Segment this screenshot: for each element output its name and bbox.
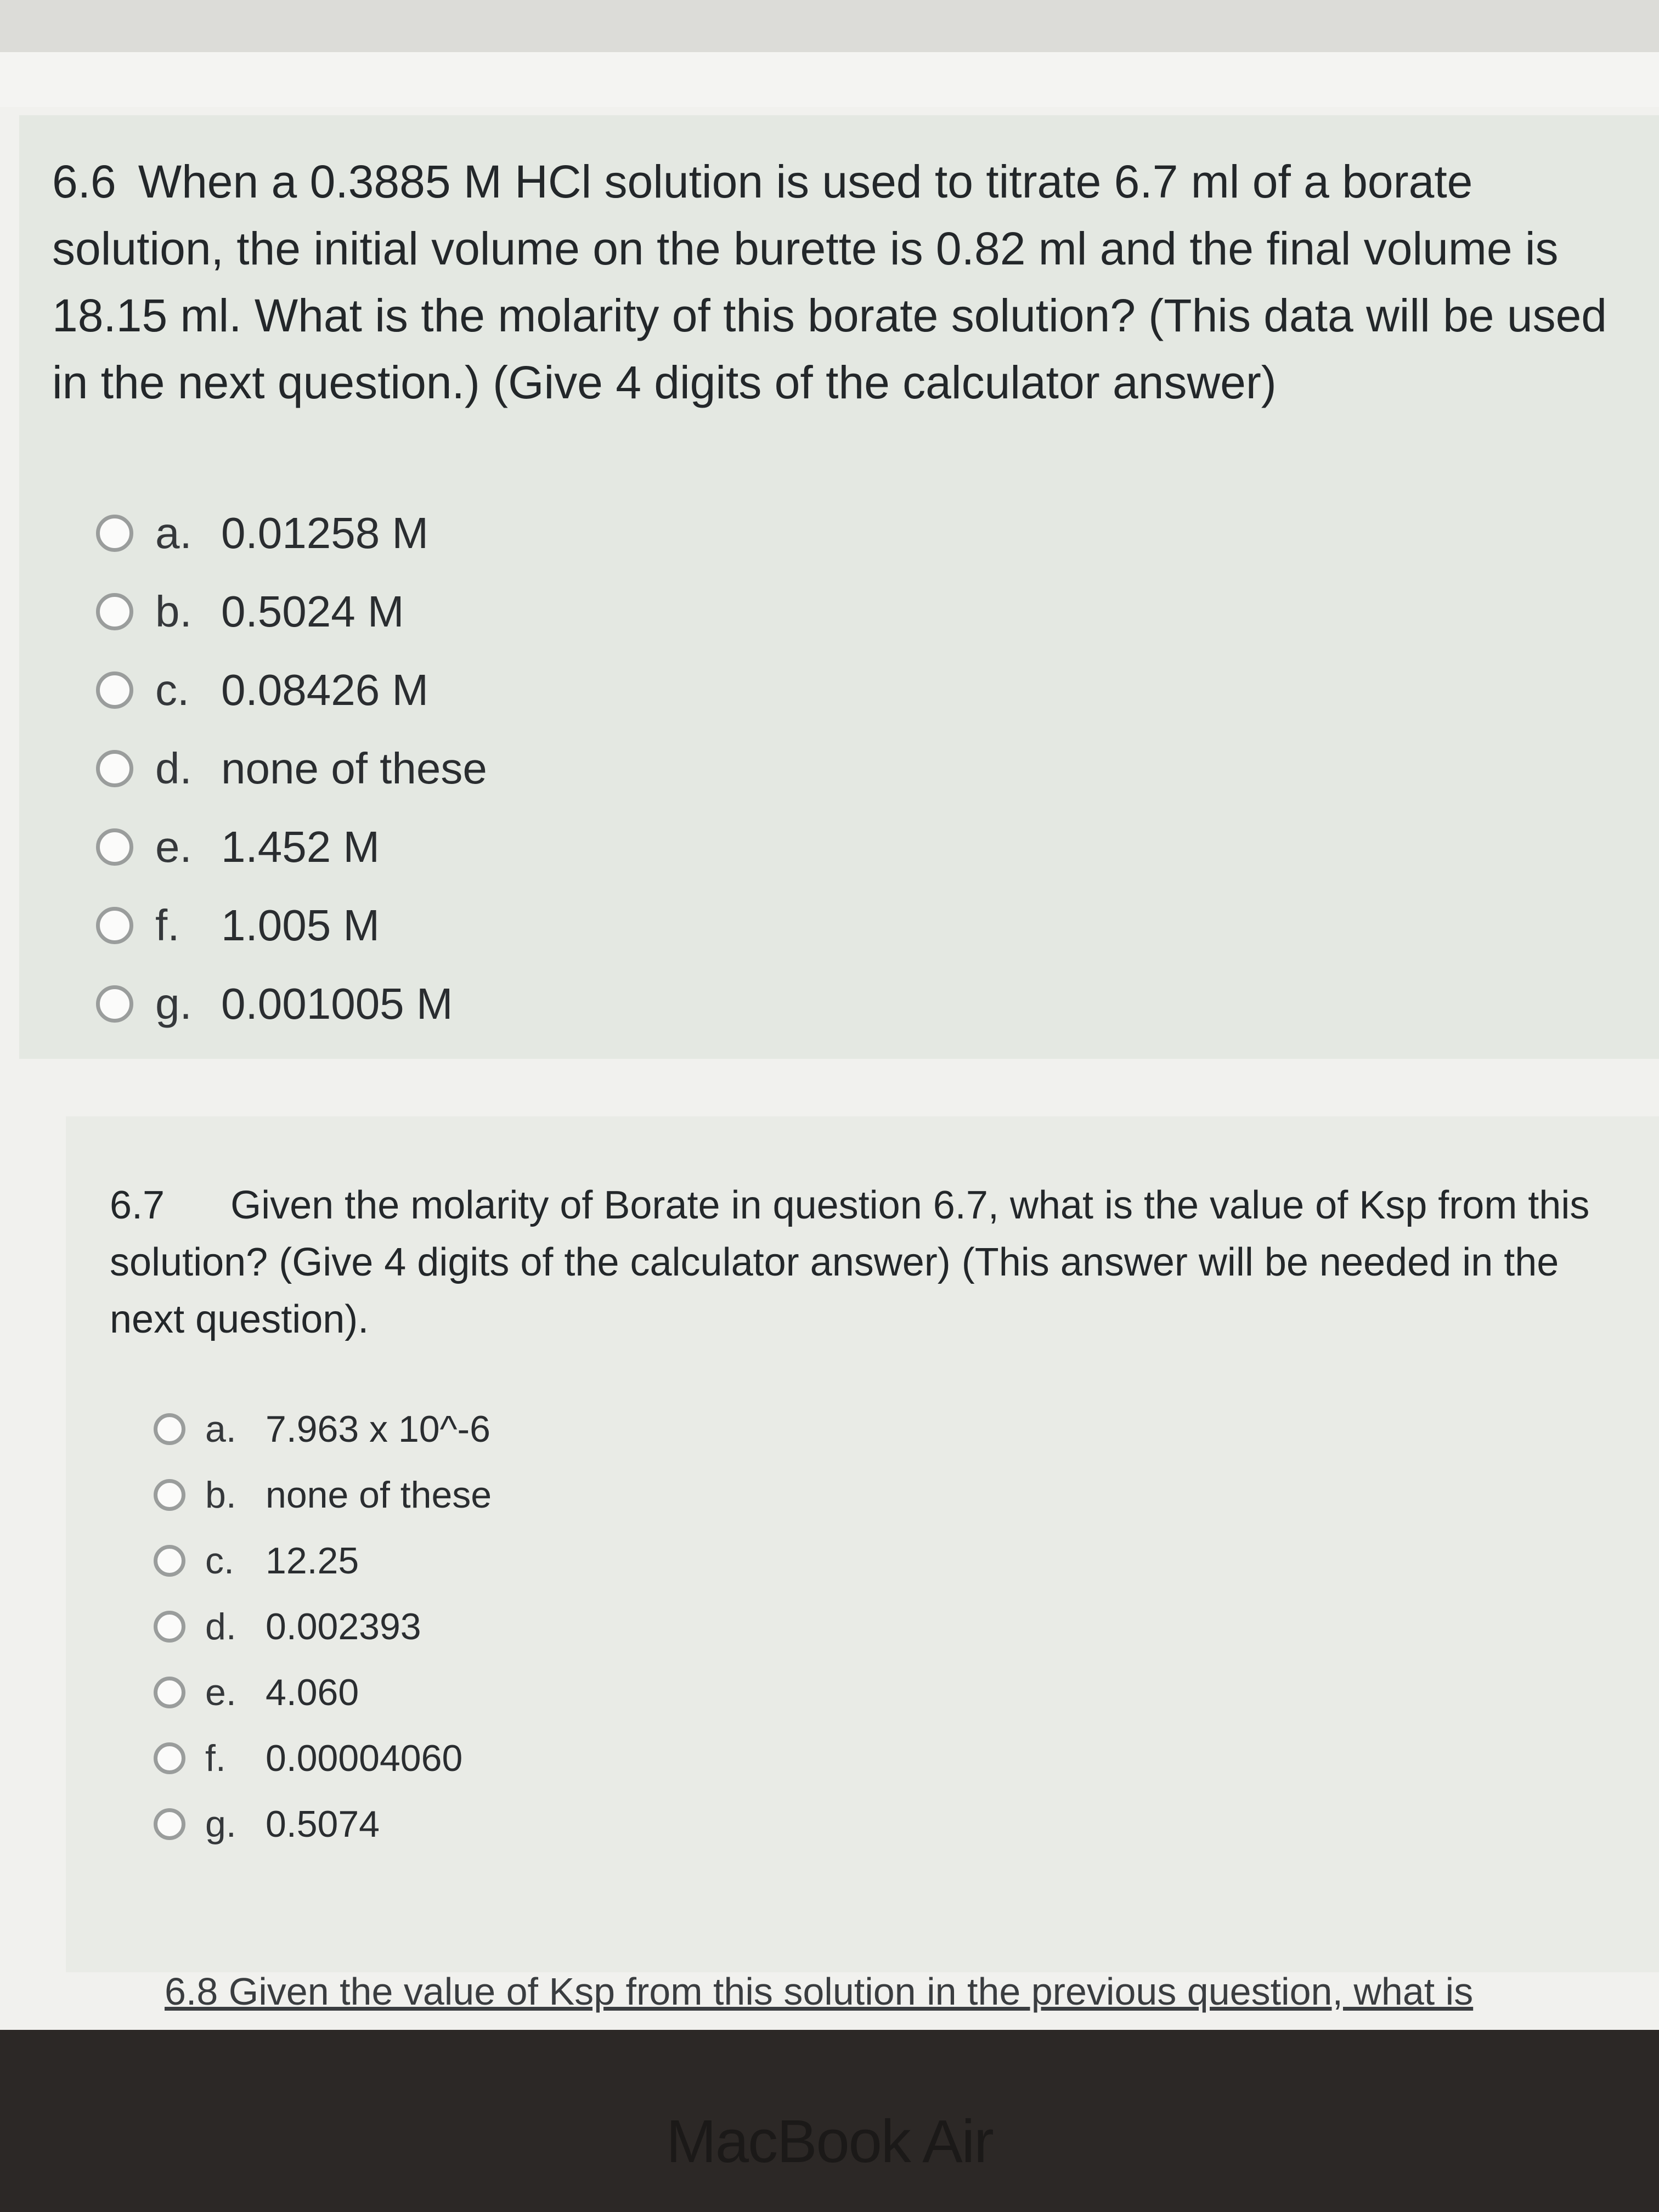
- option-value: 12.25: [266, 1540, 359, 1582]
- answer-option-g[interactable]: [96, 964, 487, 1043]
- radio-button-icon[interactable]: [154, 1545, 185, 1577]
- top-strip: [0, 0, 1659, 52]
- radio-button-icon[interactable]: [154, 1479, 185, 1511]
- option-letter: b.: [155, 586, 192, 636]
- question-prompt: Given the molarity of Borate in question 6.7, what is the value of Ksp from this solution? (Give 4 digits of the calculator answer) (This answer will be needed in the next question).: [110, 1183, 1590, 1341]
- radio-button-icon[interactable]: [154, 1413, 185, 1445]
- radio-button-icon[interactable]: [154, 1677, 185, 1708]
- question-6-6-text: [52, 148, 1643, 416]
- option-value: 0.01258 M: [221, 508, 429, 557]
- option-value: 0.5074: [266, 1803, 380, 1845]
- top-band: [0, 52, 1659, 107]
- option-letter: e.: [155, 822, 192, 871]
- option-value: 0.08426 M: [221, 665, 429, 714]
- question-number: 6.7: [110, 1183, 165, 1227]
- option-letter: e.: [205, 1672, 236, 1713]
- radio-button-icon[interactable]: [96, 593, 133, 630]
- answer-option-c[interactable]: [154, 1528, 492, 1594]
- answer-option-b[interactable]: [96, 572, 487, 651]
- option-value: 1.452 M: [221, 822, 380, 871]
- question-6-7-text: [110, 1177, 1618, 1348]
- option-value: 0.002393: [266, 1606, 421, 1647]
- answer-option-a[interactable]: [96, 494, 487, 572]
- question-prompt: When a 0.3885 M HCl solution is used to titrate 6.7 ml of a borate solution, the initial volume on the burette is 0.82 ml and the final volume is 18.15 ml. What is the molarity of this borate solution? (This data will be used in the next question.) (Give 4 digits of the calculator answer): [52, 156, 1607, 408]
- radio-button-icon[interactable]: [96, 750, 133, 787]
- question-6-8-text-partial: 6.8 Given the value of Ksp from this solution in the previous question, what is: [165, 1970, 1474, 2013]
- radio-button-icon[interactable]: [96, 907, 133, 944]
- answer-options: [154, 1396, 492, 1857]
- option-value: 4.060: [266, 1672, 359, 1713]
- radio-button-icon[interactable]: [96, 515, 133, 552]
- option-letter: g.: [155, 979, 192, 1028]
- radio-button-icon[interactable]: [96, 985, 133, 1023]
- answer-option-b[interactable]: [154, 1462, 492, 1528]
- radio-button-icon[interactable]: [154, 1742, 185, 1774]
- device-label: MacBook Air: [666, 2108, 993, 2175]
- option-value: 0.00004060: [266, 1737, 463, 1779]
- option-letter: c.: [155, 665, 190, 714]
- option-value: 0.5024 M: [221, 586, 404, 636]
- radio-button-icon[interactable]: [96, 672, 133, 709]
- answer-option-g[interactable]: [154, 1791, 492, 1857]
- answer-option-d[interactable]: [96, 729, 487, 808]
- option-value: 0.001005 M: [221, 979, 453, 1028]
- answer-option-d[interactable]: [154, 1594, 492, 1660]
- option-letter: a.: [155, 508, 192, 557]
- radio-button-icon[interactable]: [96, 828, 133, 866]
- option-value: none of these: [266, 1474, 492, 1516]
- radio-button-icon[interactable]: [154, 1611, 185, 1643]
- question-number: 6.6: [52, 156, 116, 207]
- option-letter: d.: [155, 743, 192, 793]
- answer-option-c[interactable]: [96, 651, 487, 729]
- answer-option-e[interactable]: [154, 1660, 492, 1725]
- answer-option-a[interactable]: [154, 1396, 492, 1462]
- question-6-7-panel: [66, 1116, 1659, 1972]
- question-6-6-panel: [19, 115, 1659, 1059]
- option-letter: f.: [205, 1737, 226, 1779]
- answer-option-f[interactable]: [154, 1725, 492, 1791]
- radio-button-icon[interactable]: [154, 1808, 185, 1840]
- option-letter: b.: [205, 1474, 236, 1516]
- option-value: 1.005 M: [221, 900, 380, 950]
- option-letter: c.: [205, 1540, 234, 1582]
- answer-options: [96, 494, 487, 1043]
- option-letter: g.: [205, 1803, 236, 1845]
- option-letter: f.: [155, 900, 180, 950]
- option-letter: a.: [205, 1408, 236, 1450]
- option-value: 7.963 x 10^-6: [266, 1408, 490, 1450]
- answer-option-f[interactable]: [96, 886, 487, 964]
- option-value: none of these: [221, 743, 487, 793]
- answer-option-e[interactable]: [96, 808, 487, 886]
- option-letter: d.: [205, 1606, 236, 1647]
